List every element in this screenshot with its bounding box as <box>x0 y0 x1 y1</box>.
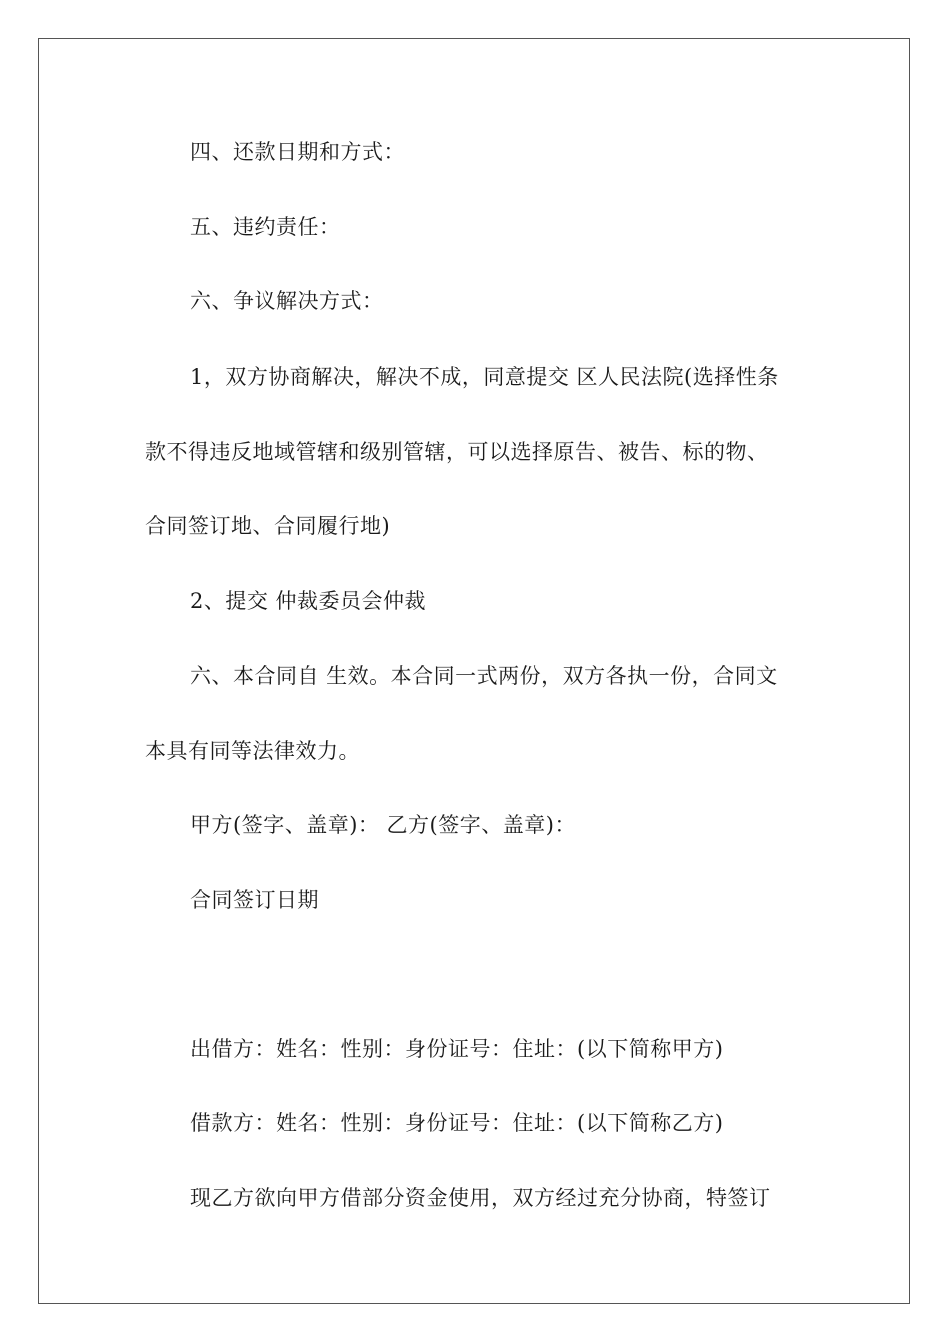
borrower-info-line: 借款方：姓名：性别：身份证号：住址：(以下简称乙方) <box>190 1111 724 1135</box>
clause-effect-line-2: 本具有同等法律效力。 <box>145 739 360 763</box>
clause-repayment-heading: 四、还款日期和方式： <box>190 140 405 164</box>
preamble-line: 现乙方欲向甲方借部分资金使用，双方经过充分协商，特签订 <box>190 1186 771 1210</box>
dispute-option-1-line-1: 1，双方协商解决，解决不成，同意提交 区人民法院(选择性条 <box>190 365 779 389</box>
clause-effect-line-1: 六、本合同自 生效。本合同一式两份，双方各执一份，合同文 <box>190 664 778 688</box>
lender-info-line: 出借方：姓名：性别：身份证号：住址：(以下简称甲方) <box>190 1037 724 1061</box>
signature-line: 甲方(签字、盖章)： 乙方(签字、盖章)： <box>190 813 576 837</box>
clause-dispute-heading: 六、争议解决方式： <box>190 289 384 313</box>
dispute-option-1-line-2: 款不得违反地域管辖和级别管辖，可以选择原告、被告、标的物、 <box>145 440 769 464</box>
signing-date-label: 合同签订日期 <box>190 888 319 912</box>
dispute-option-2: 2、提交 仲裁委员会仲裁 <box>190 589 427 613</box>
clause-breach-heading: 五、违约责任： <box>190 215 341 239</box>
dispute-option-1-line-3: 合同签订地、合同履行地) <box>145 514 391 538</box>
